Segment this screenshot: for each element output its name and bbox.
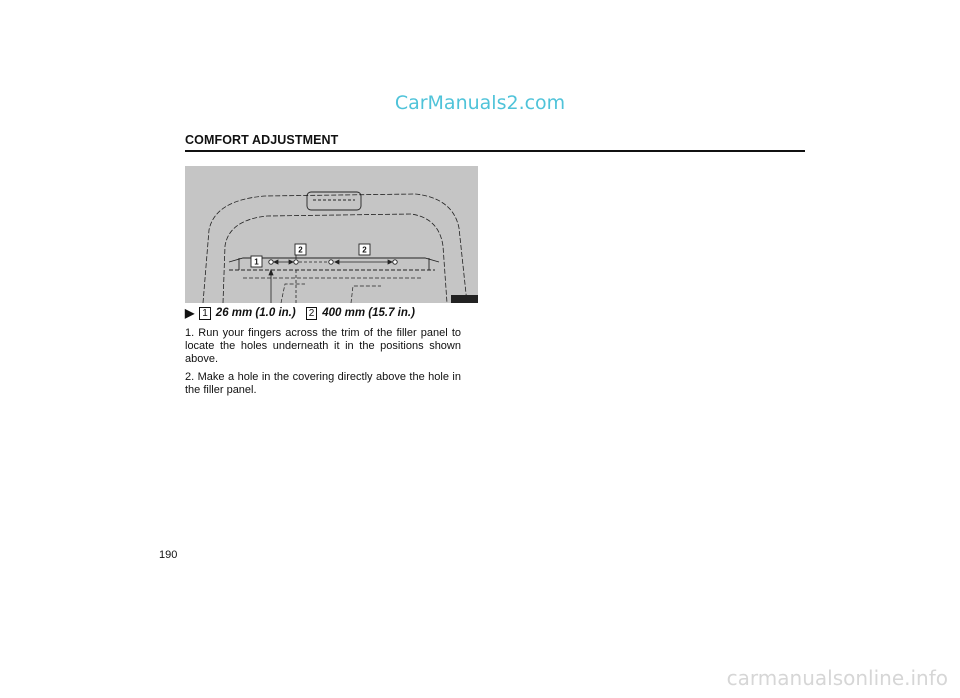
section-title: COMFORT ADJUSTMENT [185, 133, 339, 147]
caption-arrow-icon: ▶ [185, 306, 195, 320]
illustration-drawing [185, 166, 478, 303]
caption-number-1: 1 [199, 307, 211, 320]
illustration-filler-panel [185, 166, 478, 303]
instruction-step-1: 1. Run your fingers across the trim of the filler panel to locate the holes underneath it in the positions shown above. [185, 327, 461, 365]
hole-left-inner [294, 260, 298, 264]
hole-center [329, 260, 333, 264]
caption-dimension-1: 26 mm (1.0 in.) [215, 307, 296, 319]
callout-1-label: 1 [254, 257, 259, 267]
figure-code-tag [451, 295, 478, 303]
callout-2-right-label: 2 [362, 245, 367, 255]
header-divider [185, 150, 805, 152]
watermark-bottom: carmanualsonline.info [726, 666, 948, 690]
page-number: 190 [159, 549, 178, 561]
caption-dimension-2: 400 mm (15.7 in.) [322, 307, 415, 319]
hole-right [393, 260, 397, 264]
figure-caption [185, 306, 415, 320]
watermark-top: CarManuals2.com [394, 92, 566, 114]
callout-2-left-label: 2 [298, 245, 303, 255]
instruction-step-2: 2. Make a hole in the covering directly above the hole in the filler panel. [185, 371, 461, 396]
caption-number-2: 2 [306, 307, 318, 320]
hole-left [269, 260, 273, 264]
